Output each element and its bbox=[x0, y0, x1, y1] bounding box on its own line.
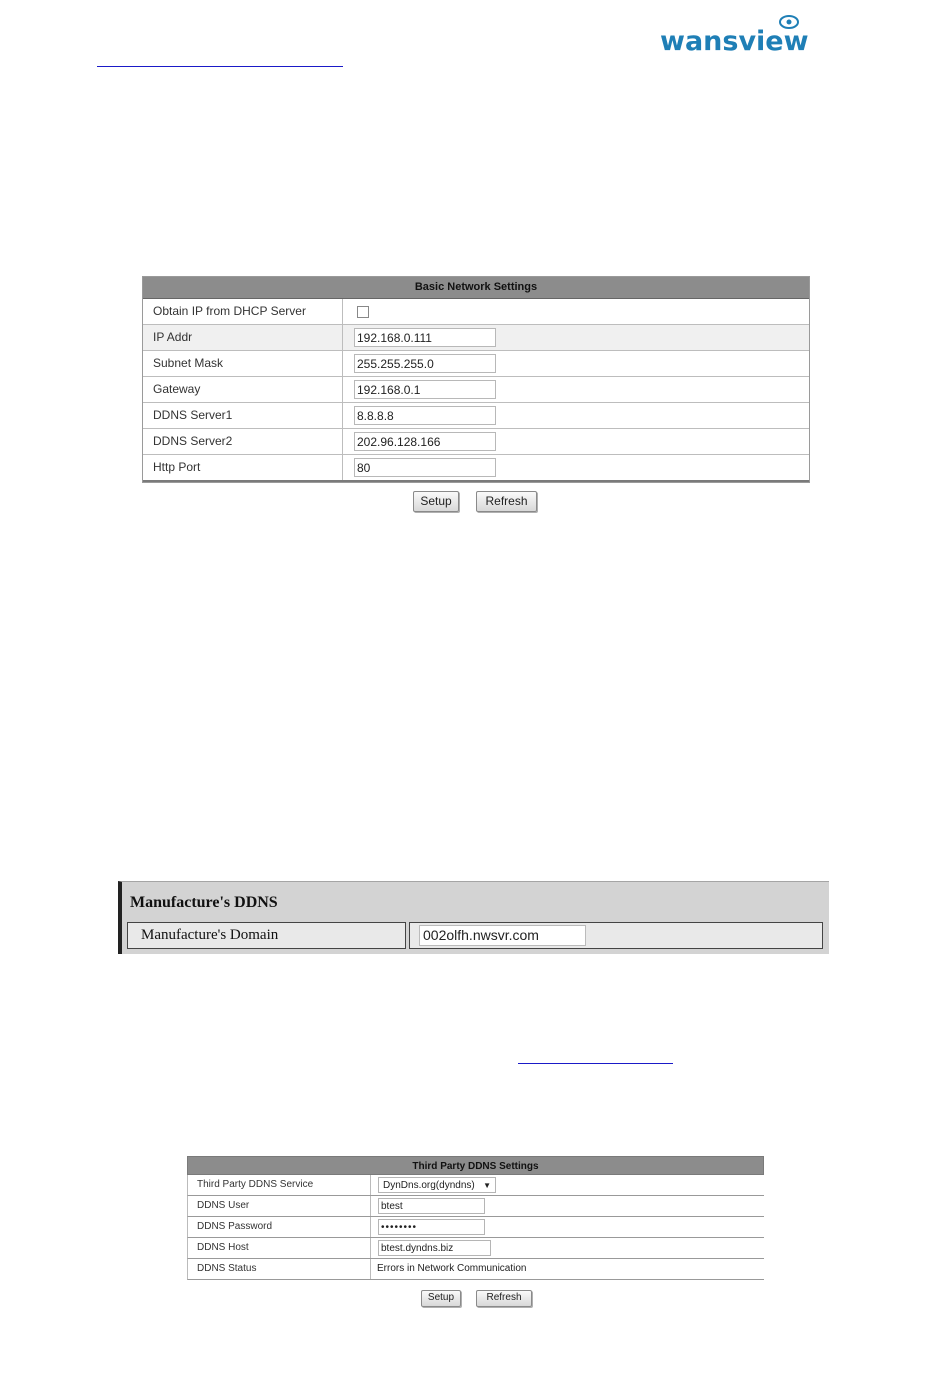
table-row bbox=[187, 1259, 764, 1280]
tp-setup-button[interactable]: Setup bbox=[421, 1290, 461, 1307]
table-row bbox=[143, 325, 809, 351]
eye-icon bbox=[778, 14, 800, 30]
ddns-user-label: DDNS User bbox=[188, 1196, 371, 1216]
ddns-service-select[interactable] bbox=[378, 1177, 496, 1193]
ddns-password-label: DDNS Password bbox=[188, 1217, 371, 1237]
ddns-password-input[interactable]: •••••••• bbox=[378, 1219, 485, 1235]
ip-addr-input[interactable]: 192.168.0.111 bbox=[354, 328, 496, 347]
ddns-server1-label: DDNS Server1 bbox=[143, 403, 343, 428]
table-row bbox=[187, 1238, 764, 1259]
refresh-button[interactable]: Refresh bbox=[476, 491, 537, 512]
ddns-server2-input[interactable]: 202.96.128.166 bbox=[354, 432, 496, 451]
ddns-host-label: DDNS Host bbox=[188, 1238, 371, 1258]
manufacture-ddns-panel bbox=[118, 881, 829, 954]
ddns-server1-input[interactable]: 8.8.8.8 bbox=[354, 406, 496, 425]
dhcp-checkbox[interactable] bbox=[357, 306, 369, 318]
table-row bbox=[143, 299, 809, 325]
manufacture-domain-value-cell bbox=[409, 922, 823, 949]
header-link-underline[interactable] bbox=[97, 66, 343, 67]
table-row bbox=[143, 429, 809, 455]
ddns-host-input[interactable]: btest.dyndns.biz bbox=[378, 1240, 491, 1256]
ddns-service-value: DynDns.org(dyndns) bbox=[383, 1180, 475, 1191]
ddns-status-value: Errors in Network Communication bbox=[377, 1263, 527, 1274]
http-port-input[interactable]: 80 bbox=[354, 458, 496, 477]
http-port-label: Http Port bbox=[143, 455, 343, 480]
chevron-down-icon: ▼ bbox=[483, 1181, 491, 1190]
table-row bbox=[187, 1196, 764, 1217]
ddns-service-label: Third Party DDNS Service bbox=[188, 1175, 371, 1195]
basic-network-settings-title: Basic Network Settings bbox=[143, 277, 809, 299]
setup-button[interactable]: Setup bbox=[413, 491, 459, 512]
ddns-server2-label: DDNS Server2 bbox=[143, 429, 343, 454]
table-row bbox=[187, 1175, 764, 1196]
dhcp-label: Obtain IP from DHCP Server bbox=[143, 299, 343, 324]
table-row bbox=[143, 455, 809, 482]
body-link-underline[interactable] bbox=[518, 1063, 673, 1064]
table-row bbox=[143, 351, 809, 377]
table-row bbox=[187, 1217, 764, 1238]
ddns-user-input[interactable]: btest bbox=[378, 1198, 485, 1214]
brand-logo bbox=[660, 14, 852, 58]
ddns-status-label: DDNS Status bbox=[188, 1259, 371, 1279]
tp-refresh-button[interactable]: Refresh bbox=[476, 1290, 532, 1307]
table-row bbox=[143, 403, 809, 429]
table-row bbox=[143, 377, 809, 403]
gateway-input[interactable]: 192.168.0.1 bbox=[354, 380, 496, 399]
basic-network-settings-table bbox=[142, 276, 810, 483]
third-party-ddns-table bbox=[187, 1156, 764, 1280]
subnet-mask-input[interactable]: 255.255.255.0 bbox=[354, 354, 496, 373]
manufacture-ddns-title: Manufacture's DDNS bbox=[130, 894, 278, 911]
brand-logo-text: wansview bbox=[660, 26, 809, 57]
subnet-mask-label: Subnet Mask bbox=[143, 351, 343, 376]
ip-addr-label: IP Addr bbox=[143, 325, 343, 350]
third-party-ddns-title: Third Party DDNS Settings bbox=[187, 1156, 764, 1175]
manufacture-domain-cell bbox=[127, 922, 406, 949]
manufacture-domain-label: Manufacture's Domain bbox=[141, 927, 279, 943]
manufacture-domain-input[interactable]: 002olfh.nwsvr.com bbox=[419, 925, 586, 946]
gateway-label: Gateway bbox=[143, 377, 343, 402]
